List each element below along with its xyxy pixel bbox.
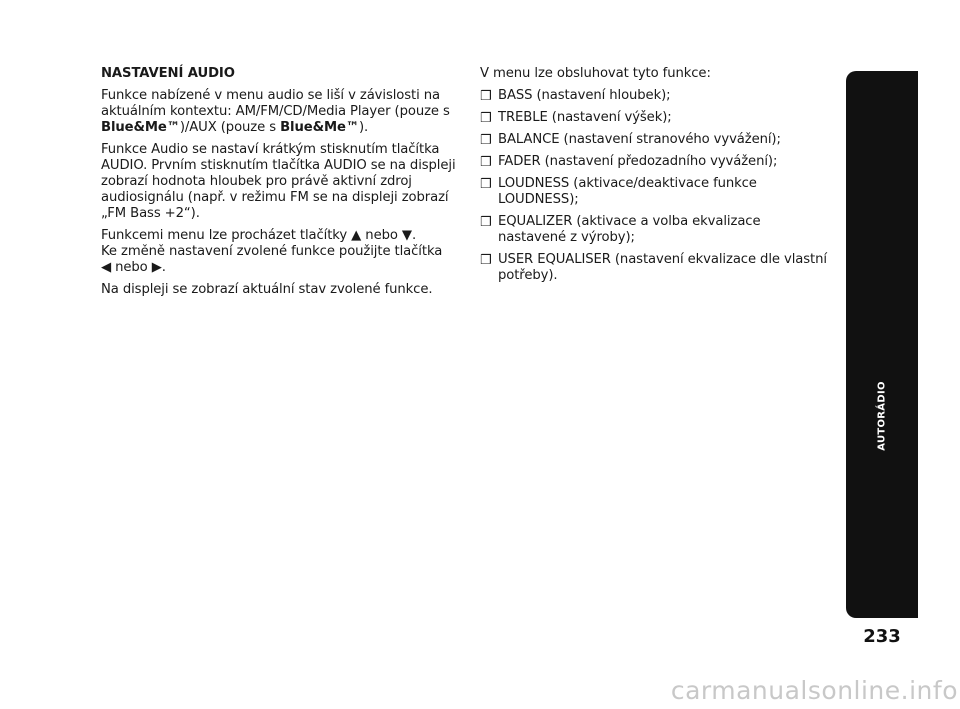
paragraph-display-state: Na displeji se zobrazí aktuální stav zvolené funkce. [101, 282, 433, 297]
page-number: 233 [863, 626, 901, 647]
list-item: ❒ FADER (nastavení předozadního vyvážení); [480, 154, 778, 170]
list-item: ❒ LOUDNESS (aktivace/deaktivace funkce LOUDNESS); [480, 176, 757, 207]
checkbox-bullet-icon: ❒ [480, 133, 492, 148]
checkbox-bullet-icon: ❒ [480, 155, 492, 170]
checkbox-bullet-icon: ❒ [480, 177, 492, 192]
list-item: ❒ USER EQUALISER (nastavení ekvalizace dle vlastní potřeby). [480, 252, 827, 283]
list-item: ❒ TREBLE (nastavení výšek); [480, 110, 672, 126]
checkbox-bullet-icon: ❒ [480, 111, 492, 126]
arrow-right-icon: ▶ [151, 260, 162, 275]
list-item: ❒ BALANCE (nastavení stranového vyvážení); [480, 132, 781, 148]
functions-list [480, 88, 830, 284]
arrow-up-icon: ▲ [351, 228, 362, 243]
paragraph-context: Funkce nabízené v menu audio se liší v závislosti na aktuálním kontextu: AM/FM/CD/Media Player (pouze s Blue&Me™)/AUX (pouze s Blue&Me™). [101, 88, 450, 135]
left-column [101, 66, 456, 304]
checkbox-bullet-icon: ❒ [480, 253, 492, 268]
list-item: ❒ EQUALIZER (aktivace a volba ekvalizace nastavené z výroby); [480, 214, 761, 245]
chapter-tab [846, 71, 918, 618]
functions-intro: V menu lze obsluhovat tyto funkce: [480, 66, 711, 81]
section-heading: NASTAVENÍ AUDIO [101, 66, 235, 81]
paragraph-audio-button: Funkce Audio se nastaví krátkým stisknutím tlačítka AUDIO. Prvním stisknutím tlačítka AUDIO se na displeji zobrazí hodnota hloubek pro právě aktivní zdroj audiosignálu (např. v režimu FM se na displeji zobrazí „FM Bass +2“). [101, 142, 456, 221]
arrow-down-icon: ▼ [401, 228, 412, 243]
paragraph-navigation: Funkcemi menu lze procházet tlačítky ▲ nebo ▼. Ke změně nastavení zvolené funkce použijte tlačítka ◀ nebo ▶. [101, 228, 443, 275]
arrow-left-icon: ◀ [101, 260, 112, 275]
checkbox-bullet-icon: ❒ [480, 215, 492, 230]
chapter-tab-label: AUTORÁDIO [876, 381, 888, 451]
checkbox-bullet-icon: ❒ [480, 89, 492, 104]
right-column [480, 66, 830, 290]
watermark: carmanualsonline.info [670, 676, 958, 705]
list-item: ❒ BASS (nastavení hloubek); [480, 88, 671, 104]
